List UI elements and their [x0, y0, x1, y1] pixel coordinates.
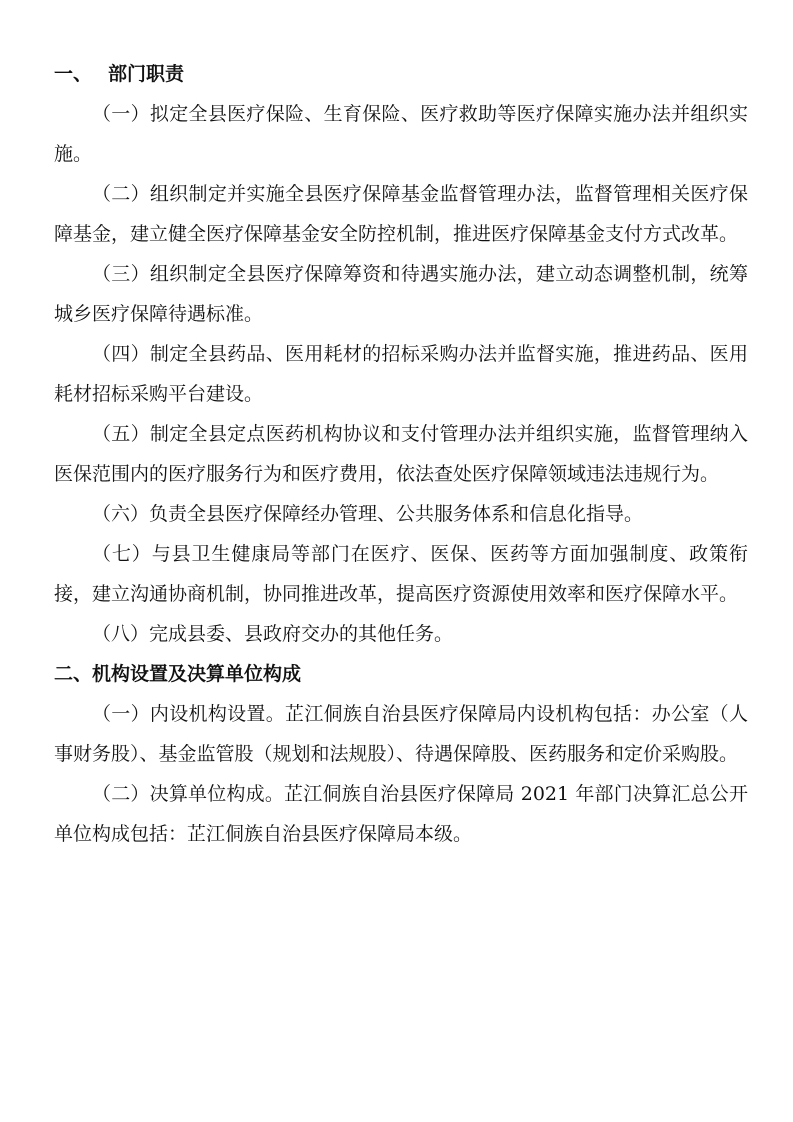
paragraph: （二）决算单位构成。芷江侗族自治县医疗保障局 2021 年部门决算汇总公开单位构成包括：芷江侗族自治县医疗保障局本级。: [54, 783, 748, 845]
paragraph: （六）负责全县医疗保障经办管理、公共服务体系和信息化指导。: [92, 503, 644, 525]
section-number: 二、: [54, 663, 93, 685]
section-title: 机构设置及决算单位构成: [92, 663, 302, 685]
paragraph: （四）制定全县药品、医用耗材的招标采购办法并监督实施，推进药品、医用耗材招标采购平台建设。: [54, 343, 748, 405]
paragraph: （一）拟定全县医疗保险、生育保险、医疗救助等医疗保障实施办法并组织实施。: [54, 103, 748, 165]
paragraph: （五）制定全县定点医药机构协议和支付管理办法并组织实施，监督管理纳入医保范围内的医疗服务行为和医疗费用，依法查处医疗保障领域违法违规行为。: [54, 423, 748, 485]
paragraph: （七）与县卫生健康局等部门在医疗、医保、医药等方面加强制度、政策衔接，建立沟通协商机制，协同推进改革，提高医疗资源使用效率和医疗保障水平。: [54, 543, 748, 605]
section-heading-1: [54, 54, 748, 94]
document-page: [54, 54, 748, 854]
paragraph: （三）组织制定全县医疗保障筹资和待遇实施办法，建立动态调整机制，统筹城乡医疗保障待遇标准。: [54, 263, 748, 325]
section-heading-2: [54, 654, 748, 694]
paragraph: （一）内设机构设置。芷江侗族自治县医疗保障局内设机构包括：办公室（人事财务股）、基金监管股（规划和法规股）、待遇保障股、医药服务和定价采购股。: [54, 703, 748, 765]
section-number: 一、: [54, 63, 93, 85]
section-title: 部门职责: [108, 63, 185, 85]
paragraph: （二）组织制定并实施全县医疗保障基金监督管理办法，监督管理相关医疗保障基金，建立健全医疗保障基金安全防控机制，推进医疗保障基金支付方式改革。: [54, 183, 748, 245]
paragraph: （八）完成县委、县政府交办的其他任务。: [92, 623, 454, 645]
